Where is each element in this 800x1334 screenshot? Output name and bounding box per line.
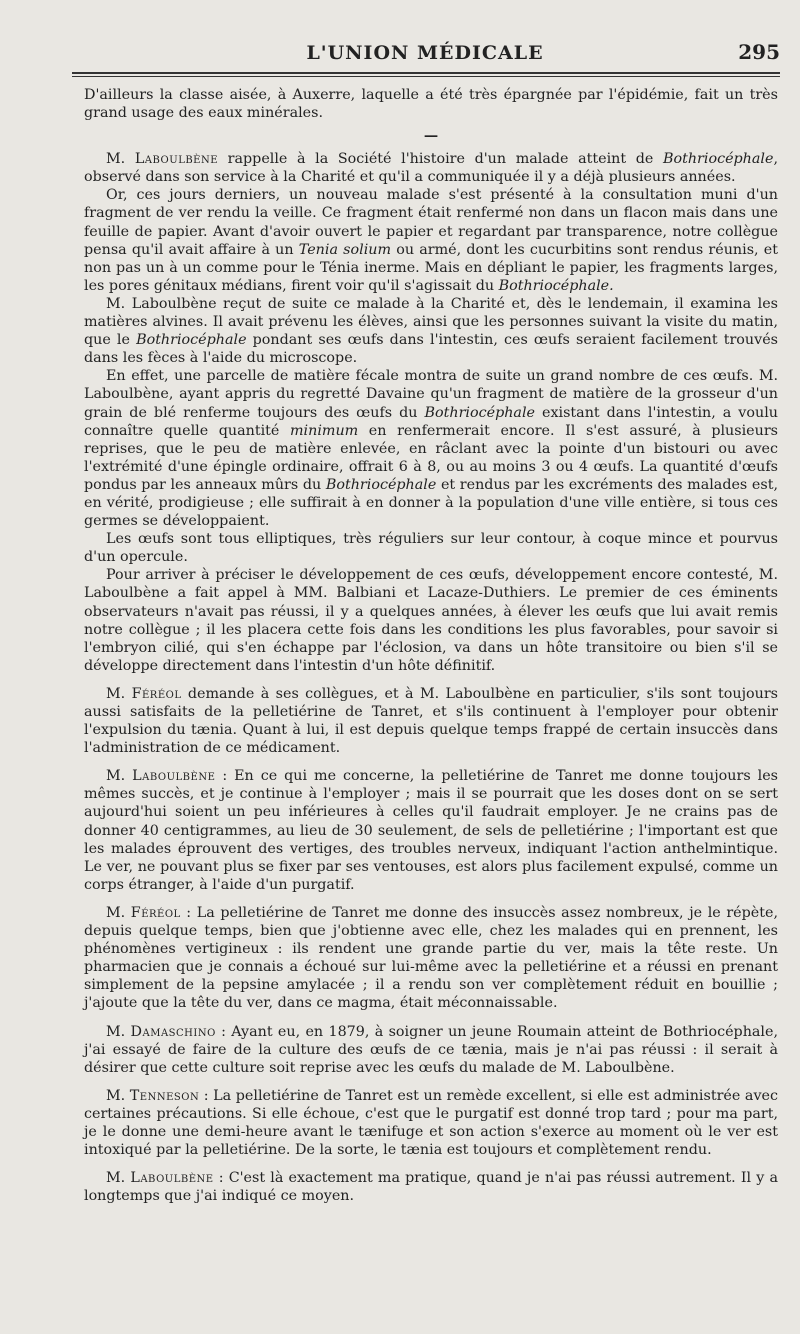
text-run: : La pelletiérine de Tanret me donne des insuccès assez nombreux, je le répète, depuis quelque temps, bien que j'obtienne avec elle, chez les malades qui en prennent, les phénomènes vertigineux : ils rendent une grande partie du ver, mais la tête reste. Un pharmacien que je connais a échoué sur lui-même avec la pelletiérine et a réussi en prenant simplement de la pepsine amylacée ; il a rendu son ver complètement réduit en bouillie ; j'ajoute que la tête du ver, dans ce magma, était méconnaissable. (84, 904, 778, 1012)
text-run: existant dans l'intestin, a voulu connaître quelle quantité (84, 404, 778, 439)
text-run: demande à ses collègues, et à M. Laboulbène en particulier, s'ils sont toujours aussi satisfaits de la pelletiérine de Tanret, et s'ils continuent à l'employer pour obtenir l'expulsion du tænia. Quant à lui, il est depuis quelque temps frappé de certain insuccès dans l'administration de ce médicament. (84, 685, 778, 757)
text-run: : La pelletiérine de Tanret est un remède excellent, si elle est administrée avec certaines précautions. Si elle échoue, c'est que le purgatif est donné trop tard ; pour ma part, je le donne une demi-heure avant le tænifuge et son action s'exerce au moment où le ver est intoxiqué par la pelletiérine. De la sorte, le tænia est toujours et complètement rendu. (84, 1087, 778, 1159)
text-run: M. (106, 1023, 131, 1040)
text-run: D'ailleurs la classe aisée, à Auxerre, laquelle a été très épargnée par l'épidémie, fait un très grand usage des eaux minérales. (84, 87, 778, 122)
italic-term: minimum (289, 422, 359, 439)
text-run: Les œufs sont tous elliptiques, très réguliers sur leur contour, à coque mince et pourvus d'un opercule. (84, 531, 778, 566)
text-run: : Ayant eu, en 1879, à soigner un jeune Roumain atteint de Bothriocéphale, j'ai essayé de faire de la culture des œufs de ce tænia, mais je n'ai pas réussi : il serait à désirer que cette culture soit reprise avec les œufs du malade de M. Laboulbène. (84, 1023, 779, 1076)
paragraph (84, 367, 778, 530)
running-title: L'UNION MÉDICALE (306, 42, 544, 64)
text-run: pondant ses œufs dans l'intestin, ces œufs seraient facilement trouvés dans les fèces à l'aide du microscope. (84, 332, 778, 367)
italic-term: Bothriocéphale (325, 476, 437, 493)
text-run: et rendus par les excréments des malades est, en vérité, prodigieuse ; elle suffirait à en donner à la population d'une ville entière, si tous ces germes se développaient. (84, 476, 778, 530)
italic-term: Bothriocéphale. (498, 277, 614, 294)
italic-term: Bothriocéphale (424, 404, 535, 421)
text-run: En effet, une parcelle de matière fécale montra de suite un grand nombre de ces œufs. M. Laboulbène, ayant appris du regretté Davaine qu'un fragment de matière de la grosseur d'un grain de blé renferme toujours des œufs du (84, 368, 778, 421)
speaker-name: Féréol (131, 685, 182, 702)
italic-term: Bothriocéphale (662, 151, 774, 168)
speaker-name: Damaschino (130, 1023, 216, 1040)
paragraph (84, 150, 778, 186)
paragraph (84, 530, 778, 566)
italic-term: Tenia solium (298, 241, 392, 258)
text-run: : C'est là exactement ma pratique, quand je n'ai pas réussi autrement. Il y a longtemps que j'ai indiqué ce moyen. (84, 1170, 778, 1205)
paragraph (84, 767, 778, 894)
paragraph (84, 685, 778, 757)
speaker-name: Tenneson (129, 1087, 200, 1104)
paragraph (84, 566, 778, 675)
text-run: M. (106, 685, 132, 702)
paragraph (84, 1023, 778, 1077)
paragraph (84, 86, 778, 122)
section-separator: — (423, 128, 439, 145)
paragraph (84, 186, 778, 295)
text-run: Or, ces jours derniers, un nouveau malade s'est présenté à la consultation muni d'un fragment de ver rendu la veille. Ce fragment était renfermé non dans un flacon mais dans une feuille de papier. Avant d'avoir ouvert le papier et regardant par transparence, notre collègue pensa qu'il avait affaire à un (84, 187, 778, 258)
page-number: 295 (738, 40, 780, 64)
paragraph (84, 904, 778, 1013)
italic-term: Bothriocéphale (136, 332, 247, 349)
text-run: ou armé, dont les cucurbitins sont rendus réunis, et non pas un à un comme pour le Ténia inerme. Mais en dépliant le papier, les fragments larges, les pores génitaux médians, firent voir qu'il s'agissait du (84, 241, 778, 294)
paragraph (84, 1087, 778, 1159)
speaker-name: Laboulbène (130, 1170, 214, 1187)
text-run: : En ce qui me concerne, la pelletiérine de Tanret me donne toujours les mêmes succès, et je continue à l'employer ; mais il se pourrait que les doses dont on se sert aujourd'hui soient un peu inférieures à celles qu'il faudrait employer. Je ne crains pas de donner 40 centigrammes, au lieu de 30 seulement, de sels de pelletiérine ; l'important est que les malades éprouvent des vertiges, des troubles nerveux, indiquant l'action anthelmintique. Le ver, ne pouvant plus se fixer par ses ventouses, est alors plus facilement expulsé, comme un corps étranger, à l'aide d'un purgatif. (84, 768, 779, 893)
header-rule (72, 72, 780, 74)
text-run: , observé dans son service à la Charité et qu'il a communiquée il y a déjà plusieurs années. (84, 151, 778, 186)
text-run: Pour arriver à préciser le développement de ces œufs, développement encore contesté, M. Laboulbène a fait appel à MM. Balbiani et Lacaze-Duthiers. Le premier de ces éminents observateurs n'avait pas réussi, il y a quelques années, à élever les œufs que lui avait remis notre collègue ; il les placera cette fois dans les conditions les plus favorables, pour savoir si l'embryon cilié, qui s'en échappe par l'éclosion, va dans un hôte transitoire ou bien s'il se développe directement dans l'intestin d'un hôte définitif. (84, 567, 778, 674)
text-run: M. (106, 1087, 130, 1104)
speaker-name: Laboulbène (132, 768, 216, 785)
paragraph (84, 1169, 778, 1205)
page-header (70, 40, 780, 70)
article-body (84, 86, 778, 1205)
paragraph (84, 295, 778, 367)
text-run: M. (106, 1170, 131, 1187)
text-run: en renfermerait encore. Il s'est assuré, à plusieurs reprises, que le peu de matière enlevée, en râclant avec la pointe d'un bistouri ou avec l'extrémité d'une épingle ordinaire, offrait 6 à 8, ou au moins 3 ou 4 œufs. La quantité d'œufs pondus par les anneaux mûrs du (84, 422, 778, 493)
text-run: M. (106, 151, 135, 168)
speaker-name: Laboulbène (134, 151, 219, 168)
header-rule-thin (72, 76, 780, 77)
text-run: M. (106, 904, 131, 921)
text-run: rappelle à la Société l'histoire d'un malade atteint de (218, 151, 663, 168)
text-run: M. (106, 768, 133, 785)
text-run: M. Laboulbène reçut de suite ce malade à la Charité et, dès le lendemain, il examina les matières alvines. Il avait prévenu les élèves, ainsi que les personnes suivant la visite du matin, que le (84, 295, 778, 349)
speaker-name: Féréol (130, 904, 181, 921)
